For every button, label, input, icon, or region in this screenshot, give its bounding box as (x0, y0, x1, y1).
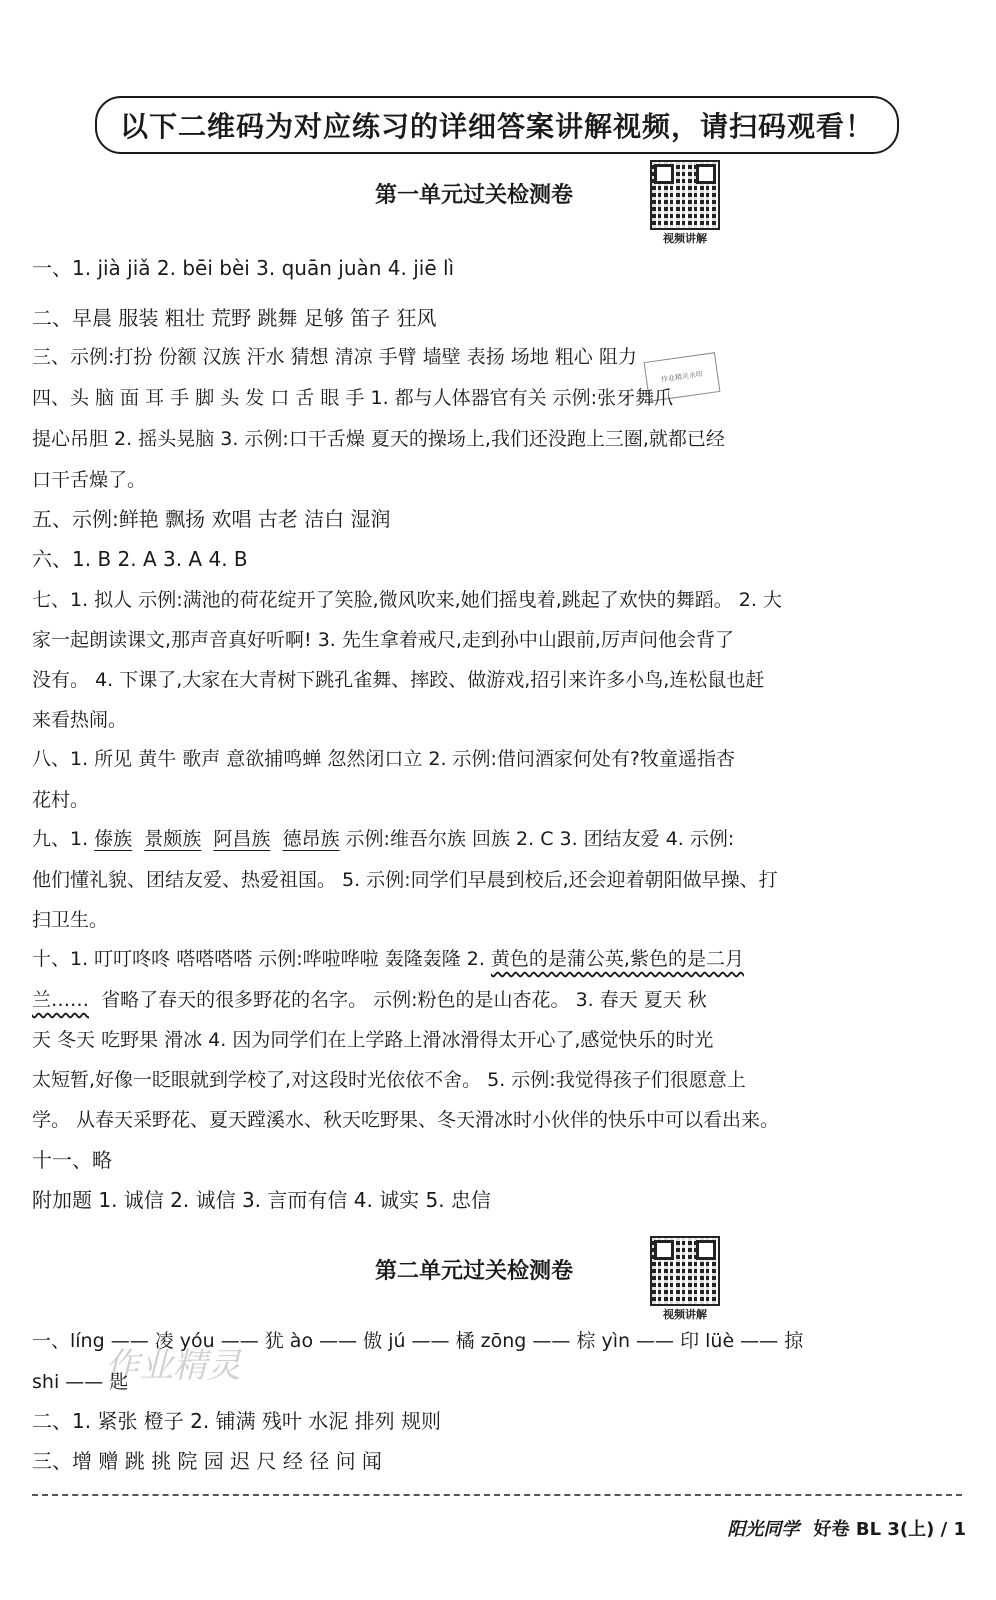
underlined-answer: 阿昌族 (213, 828, 271, 850)
footer-divider (32, 1494, 962, 1496)
answer-line: 二、1. 紧张 橙子 2. 铺满 残叶 水泥 排列 规则 (32, 1409, 442, 1433)
answer-line: 他们懂礼貌、团结友爱、热爱祖国。 5. 示例:同学们早晨到校后,还会迎着朝阳做早操、打 (32, 869, 778, 891)
underlined-answer: 景颇族 (144, 828, 202, 850)
footer-edition: BL 3(上) (855, 1519, 935, 1540)
answer-line: 二、早晨 服装 粗壮 荒野 跳舞 足够 笛子 狂风 (32, 306, 437, 330)
qr-code-icon[interactable] (650, 160, 720, 230)
wavy-underlined-text: 兰…… (32, 989, 90, 1011)
answer-line: 五、示例:鲜艳 飘扬 欢唱 古老 洁白 湿润 (32, 507, 391, 531)
answer-line: 六、1. B 2. A 3. A 4. B (32, 547, 248, 571)
instruction-banner (95, 96, 899, 154)
answer-line: 一、líng —— 凌 yóu —— 犹 ào —— 傲 jú —— 橘 zōng —— 棕 yìn —— 印 lüè —— 掠 (32, 1330, 804, 1352)
footer-label: 好卷 (813, 1519, 850, 1540)
answer-line: 口干舌燥了。 (32, 469, 147, 491)
page-footer: 阳光同学 好卷 BL 3(上) / 1 (727, 1519, 966, 1540)
wavy-underlined-text: 黄色的是蒲公英,紫色的是二月 (490, 948, 744, 970)
unit2-title: 第二单元过关检测卷 (375, 1259, 574, 1284)
answer-line: 学。 从春天采野花、夏天蹚溪水、秋天吃野果、冬天滑冰时小伙伴的快乐中可以看出来。 (32, 1109, 780, 1131)
answer-line: 三、示例:打扮 份额 汉族 汗水 猜想 清凉 手臂 墙壁 表扬 场地 粗心 阻力 (32, 346, 637, 368)
answer-line: 十一、略 (32, 1148, 112, 1172)
answer-line-9 (32, 823, 962, 855)
answer-line: 天 冬天 吃野果 滑冰 4. 因为同学们在上学路上滑冰滑得太开心了,感觉快乐的时光 (32, 1029, 714, 1051)
line10-text: 十、1. 叮叮咚咚 嗒嗒嗒嗒 示例:哗啦哗啦 轰隆轰隆 2. (32, 948, 485, 970)
answer-line: 一、1. jià jiǎ 2. bēi bèi 3. quān juàn 4. jiē lì (32, 256, 455, 280)
answer-line-10 (32, 943, 962, 975)
line9-prefix: 九、1. (32, 828, 95, 850)
answer-line: 没有。 4. 下课了,大家在大青树下跳孔雀舞、摔跤、做游戏,招引来许多小鸟,连松鼠也赶 (32, 669, 765, 691)
answer-line: 来看热闹。 (32, 709, 128, 731)
page-number: 1 (953, 1519, 966, 1540)
answer-line: 太短暂,好像一眨眼就到学校了,对这段时光依依不舍。 5. 示例:我觉得孩子们很愿意上 (32, 1069, 746, 1091)
unit1-title: 第一单元过关检测卷 (375, 183, 574, 208)
watermark-text: 作业精灵 (105, 1346, 241, 1386)
qr-code-icon[interactable] (650, 1236, 720, 1306)
line10b-text: 省略了春天的很多野花的名字。 示例:粉色的是山杏花。 3. 春天 夏天 秋 (101, 989, 707, 1011)
answer-line-10b (32, 984, 962, 1016)
qr-caption: 视频讲解 (663, 1308, 707, 1321)
underlined-answer: 傣族 (94, 828, 133, 850)
banner-text: 以下二维码为对应练习的详细答案讲解视频，请扫码观看！ (119, 110, 874, 143)
answer-line: 家一起朗读课文,那声音真好听啊! 3. 先生拿着戒尺,走到孙中山跟前,厉声问他会背了 (32, 629, 734, 651)
underlined-answer: 德昂族 (282, 828, 340, 850)
answer-line: 七、1. 拟人 示例:满池的荷花绽开了笑脸,微风吹来,她们摇曳着,跳起了欢快的舞蹈。 2. 大 (32, 589, 782, 611)
answer-line: 扫卫生。 (32, 909, 109, 931)
answer-line: 三、增 赠 跳 挑 院 园 迟 尺 经 径 问 闻 (32, 1449, 382, 1473)
answer-line: 花村。 (32, 789, 90, 811)
qr-caption: 视频讲解 (663, 232, 707, 245)
line9-suffix: 示例:维吾尔族 回族 2. C 3. 团结友爱 4. 示例: (339, 828, 735, 850)
brand-logo: 阳光同学 (727, 1519, 800, 1540)
answer-line: shi —— 匙 (32, 1371, 129, 1393)
answer-line: 四、头 脑 面 耳 手 脚 头 发 口 舌 眼 手 1. 都与人体器官有关 示例:张牙舞爪 (32, 387, 674, 409)
unit1-header (0, 160, 996, 245)
unit2-header (0, 1236, 996, 1321)
bonus-answer-line: 附加题 1. 诚信 2. 诚信 3. 言而有信 4. 诚实 5. 忠信 (32, 1188, 491, 1212)
watermark-stamp: 作业精灵水印 (644, 352, 721, 402)
answer-line: 八、1. 所见 黄牛 歌声 意欲捕鸣蝉 忽然闭口立 2. 示例:借问酒家何处有?牧童遥指杏 (32, 748, 736, 770)
answer-line: 提心吊胆 2. 摇头晃脑 3. 示例:口干舌燥 夏天的操场上,我们还没跑上三圈,就都已经 (32, 428, 725, 450)
